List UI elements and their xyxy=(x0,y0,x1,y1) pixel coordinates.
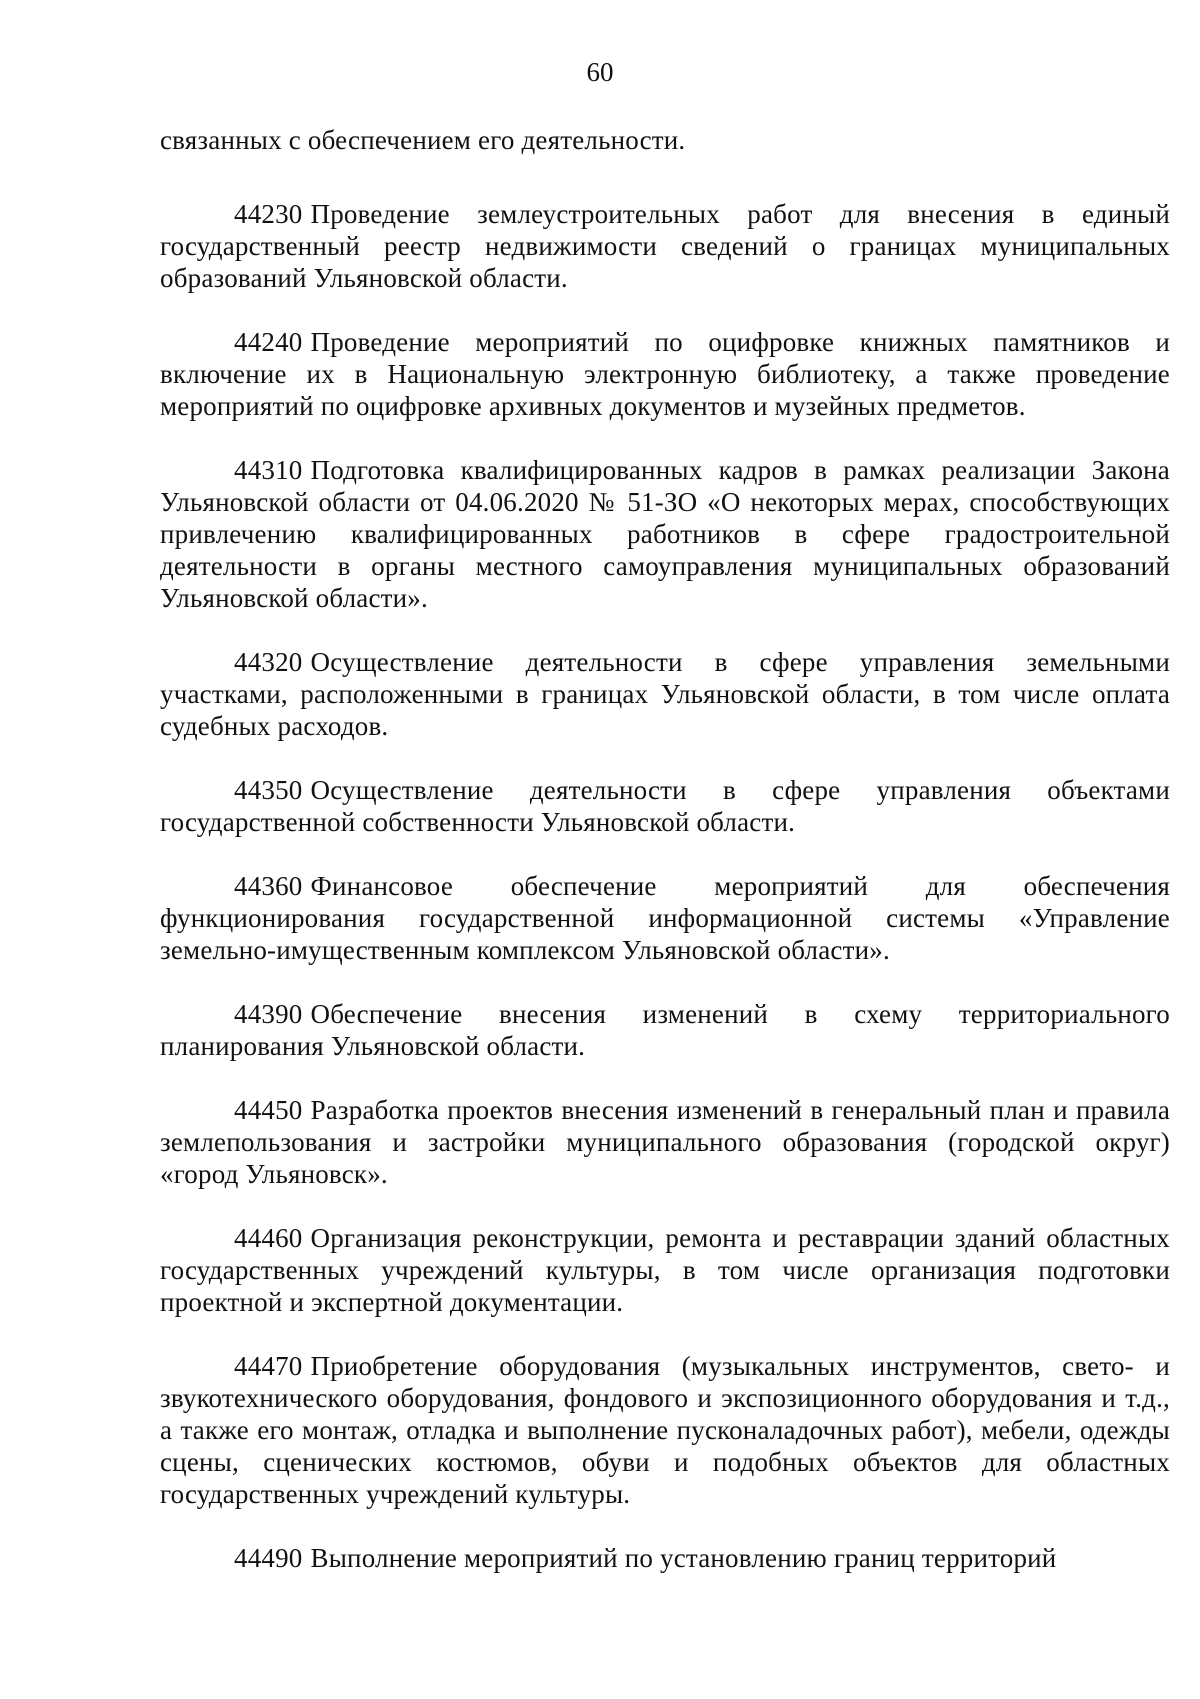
item-text: Проведение мероприятий по оцифровке книжных памятников и включение их в Национальную электронную библиотеку, а также проведение мероприятий по оцифровке архивных документов и музейных предметов. xyxy=(160,327,1170,421)
item-code: 44310 xyxy=(234,455,303,485)
list-item xyxy=(160,646,1170,742)
item-text: Осуществление деятельности в сфере управления земельными участками, расположенными в границах Ульяновской области, в том числе оплата судебных расходов. xyxy=(160,647,1170,741)
item-text: Подготовка квалифицированных кадров в рамках реализации Закона Ульяновской области от 04.06.2020 № 51-ЗО «О некоторых мерах, способствующих привлечению квалифицированных работников в сфере градостроительной деятельности в органы местного самоуправления муниципальных образований Ульяновской области». xyxy=(160,455,1170,613)
item-text: Проведение землеустроительных работ для внесения в единый государственный реестр недвижимости сведений о границах муниципальных образований Ульяновской области. xyxy=(160,199,1170,293)
item-text: Финансовое обеспечение мероприятий для обеспечения функционирования государственной информационной системы «Управление земельно-имущественным комплексом Ульяновской области». xyxy=(160,871,1170,965)
item-text: Обеспечение внесения изменений в схему территориального планирования Ульяновской области. xyxy=(160,999,1170,1061)
item-code: 44240 xyxy=(234,327,303,357)
item-code: 44390 xyxy=(234,999,303,1029)
item-text: Приобретение оборудования (музыкальных инструментов, свето- и звукотехнического оборудования, фондового и экспозиционного оборудования и т.д., а также его монтаж, отладка и выполнение пусконаладочных работ), мебели, одежды сцены, сценических костюмов, обуви и подобных объектов для областных государственных учреждений культуры. xyxy=(160,1351,1170,1509)
document-body xyxy=(160,124,1170,1606)
intro-fragment: связанных с обеспечением его деятельности. xyxy=(160,125,686,155)
list-item xyxy=(160,870,1170,966)
item-code: 44320 xyxy=(234,647,303,677)
list-item xyxy=(160,1350,1170,1510)
list-item xyxy=(160,998,1170,1062)
item-code: 44450 xyxy=(234,1095,303,1125)
item-code: 44350 xyxy=(234,775,303,805)
item-code: 44360 xyxy=(234,871,303,901)
item-text: Организация реконструкции, ремонта и реставрации зданий областных государственных учреждений культуры, в том числе организация подготовки проектной и экспертной документации. xyxy=(160,1223,1170,1317)
list-item xyxy=(160,1542,1170,1574)
page-number: 60 xyxy=(586,57,614,87)
list-item xyxy=(160,774,1170,838)
item-text: Выполнение мероприятий по установлению границ территорий xyxy=(310,1543,1057,1573)
list-item xyxy=(160,198,1170,294)
list-item xyxy=(160,454,1170,614)
item-code: 44490 xyxy=(234,1543,303,1573)
item-code: 44230 xyxy=(234,199,303,229)
item-code: 44460 xyxy=(234,1223,303,1253)
list-item xyxy=(160,1094,1170,1190)
item-code: 44470 xyxy=(234,1351,303,1381)
item-text: Осуществление деятельности в сфере управления объектами государственной собственности Ульяновской области. xyxy=(160,775,1170,837)
item-text: Разработка проектов внесения изменений в генеральный план и правила землепользования и застройки муниципального образования (городской округ) «город Ульяновск». xyxy=(160,1095,1170,1189)
list-item xyxy=(160,1222,1170,1318)
list-item xyxy=(160,326,1170,422)
